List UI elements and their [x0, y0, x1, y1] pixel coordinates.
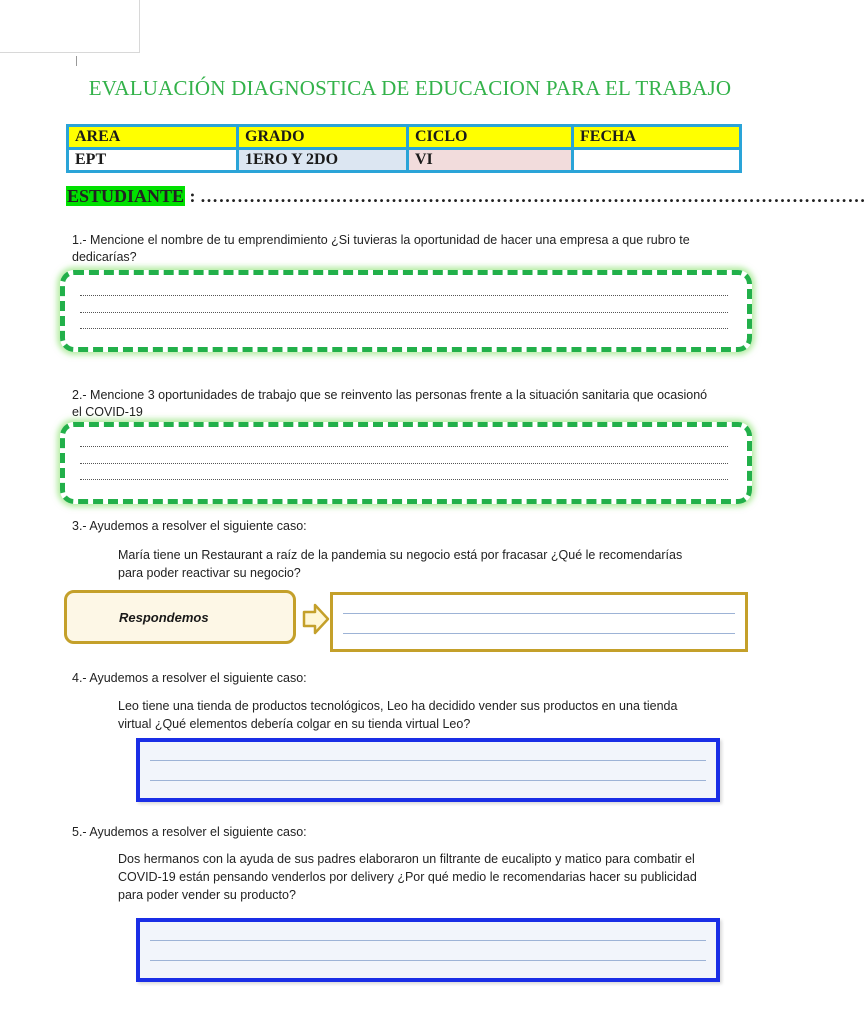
- value-fecha[interactable]: [573, 149, 741, 172]
- student-name-field[interactable]: ………………………………………………………………………………………………: [200, 186, 866, 206]
- info-table: [66, 124, 742, 173]
- case-4: Leo tiene una tienda de productos tecnológicos, Leo ha decidido vender sus productos en una tienda virtual ¿Qué elementos debería colgar en su tienda virtual Leo?: [118, 699, 678, 731]
- answer-line: [150, 940, 706, 941]
- answer-line: [343, 613, 735, 614]
- question-1: 1.- Mencione el nombre de tu emprendimiento ¿Si tuvieras la oportunidad de hacer una empresa a que rubro te dedicarías?: [72, 233, 690, 264]
- respond-box: [64, 590, 296, 644]
- answer-line: [80, 463, 728, 464]
- answer-line: [80, 446, 728, 447]
- info-table-value-row: [68, 149, 741, 172]
- answer-line: [80, 295, 728, 296]
- answer-line: [80, 479, 728, 480]
- case-3: María tiene un Restaurant a raíz de la pandemia su negocio está por fracasar ¿Qué le recomendarías para poder reactivar su negocio?: [118, 548, 683, 580]
- student-line: [66, 186, 866, 207]
- answer-box-3[interactable]: [330, 592, 748, 652]
- header-ciclo: CICLO: [408, 126, 573, 149]
- question-5: 5.- Ayudemos a resolver el siguiente caso:: [72, 825, 307, 839]
- header-fecha: FECHA: [573, 126, 741, 149]
- question-4: 4.- Ayudemos a resolver el siguiente caso:: [72, 671, 307, 685]
- student-separator: :: [185, 186, 201, 206]
- answer-line: [150, 760, 706, 761]
- answer-line: [343, 633, 735, 634]
- answer-line: [150, 780, 706, 781]
- header-grado: GRADO: [238, 126, 408, 149]
- answer-box-5[interactable]: [136, 918, 720, 982]
- respond-label: Respondemos: [119, 609, 209, 625]
- answer-frame-1[interactable]: [60, 270, 752, 352]
- value-grado[interactable]: 1ERO Y 2DO: [238, 149, 408, 172]
- page-title: EVALUACIÓN DIAGNOSTICA DE EDUCACION PARA EL TRABAJO: [88, 76, 732, 100]
- value-area[interactable]: EPT: [68, 149, 238, 172]
- value-ciclo[interactable]: VI: [408, 149, 573, 172]
- arrow-right-icon: [303, 604, 329, 634]
- student-label: ESTUDIANTE: [67, 186, 185, 206]
- margin-tick: [76, 56, 77, 66]
- question-2: 2.- Mencione 3 oportunidades de trabajo que se reinvento las personas frente a la situación sanitaria que ocasionó el COVID-19: [72, 388, 708, 419]
- answer-line: [150, 960, 706, 961]
- answer-box-4[interactable]: [136, 738, 720, 802]
- case-5: Dos hermanos con la ayuda de sus padres elaboraron un filtrante de eucalipto y matico para combatir el COVID-19 están pensando venderlos por delivery ¿Por qué medio le recomendarias hacer su publicidad para poder vender su producto?: [118, 852, 697, 902]
- question-3: 3.- Ayudemos a resolver el siguiente caso:: [72, 519, 307, 533]
- header-area: AREA: [68, 126, 238, 149]
- answer-line: [80, 328, 728, 329]
- answer-line: [80, 312, 728, 313]
- corner-frame: [0, 0, 140, 53]
- corner-tick: [139, 0, 140, 8]
- info-table-header-row: [68, 126, 741, 149]
